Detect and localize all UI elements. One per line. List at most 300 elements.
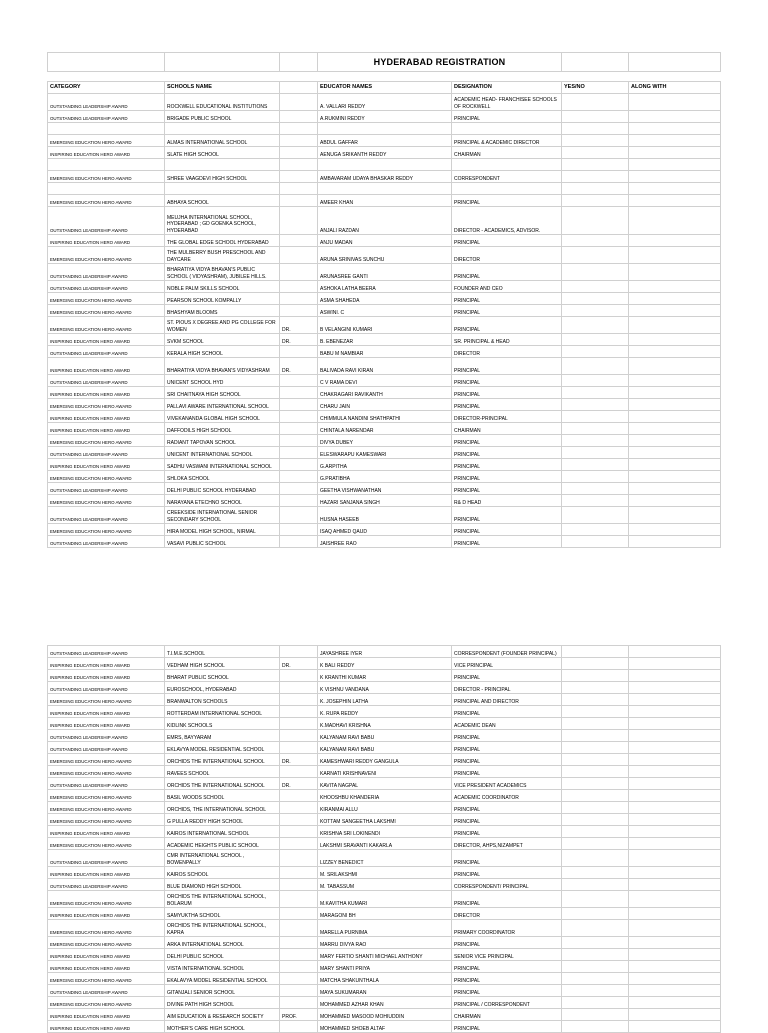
category-cell: OUTSTANDING LEADERSHIP AWARD xyxy=(48,985,165,997)
category-cell: INSPIRING EDUCATION HERO AWARD xyxy=(48,358,165,375)
table-row xyxy=(48,495,721,507)
school-name-cell: THE MULBERRY BUSH PRESCHOOL AND DAYCARE xyxy=(165,247,280,264)
along-with-cell xyxy=(629,159,721,171)
table-row xyxy=(48,399,721,411)
yes-no-cell xyxy=(562,802,629,814)
along-with-cell xyxy=(629,346,721,358)
designation-cell: PRINCIPAL xyxy=(452,507,562,524)
title-prefix-cell xyxy=(280,159,318,171)
category-cell xyxy=(48,123,165,135)
table-row xyxy=(48,536,721,548)
header-educator-names: EDUCATOR NAMES xyxy=(318,82,452,94)
along-with-cell xyxy=(629,195,721,207)
yes-no-cell xyxy=(562,961,629,973)
school-name-cell: HIRA MODEL HIGH SCHOOL, NIRMAL xyxy=(165,524,280,536)
along-with-cell xyxy=(629,961,721,973)
table-row xyxy=(48,435,721,447)
school-name-cell: PALLAVI AWARE INTERNATIONAL SCHOOL xyxy=(165,399,280,411)
table-row xyxy=(48,471,721,483)
title-prefix-cell xyxy=(280,495,318,507)
along-with-cell xyxy=(629,334,721,346)
table-row xyxy=(48,985,721,997)
along-with-cell xyxy=(629,358,721,375)
title-prefix-cell xyxy=(280,387,318,399)
along-with-cell xyxy=(629,507,721,524)
table-row xyxy=(48,135,721,147)
yes-no-cell xyxy=(562,790,629,802)
designation-cell: PRINCIPAL & ACADEMIC DIRECTOR xyxy=(452,135,562,147)
educator-name-cell xyxy=(318,183,452,195)
category-cell: EMERGING EDUCATION HERO AWARD xyxy=(48,694,165,706)
along-with-cell xyxy=(629,471,721,483)
table-row xyxy=(48,317,721,334)
designation-cell: PRINCIPAL xyxy=(452,387,562,399)
yes-no-cell xyxy=(562,730,629,742)
designation-cell: SENIOR VICE PRINCIPAL xyxy=(452,949,562,961)
table-row xyxy=(48,961,721,973)
title-prefix-cell xyxy=(280,147,318,159)
title-prefix-cell xyxy=(280,949,318,961)
category-cell: OUTSTANDING LEADERSHIP AWARD xyxy=(48,207,165,235)
along-with-cell xyxy=(629,387,721,399)
title-prefix-cell xyxy=(280,850,318,867)
school-name-cell: DELHI PUBLIC SCHOOL xyxy=(165,949,280,961)
header-yes-no: YES/NO xyxy=(562,82,629,94)
along-with-cell xyxy=(629,1021,721,1033)
designation-cell: PRIMARY COORDINATOR xyxy=(452,920,562,937)
title-prefix-cell xyxy=(280,471,318,483)
table-row xyxy=(48,207,721,235)
educator-name-cell: KALYANAM RAVI BABU xyxy=(318,742,452,754)
educator-name-cell: K. JOSEPHIN LATHA xyxy=(318,694,452,706)
designation-cell: PRINCIPAL xyxy=(452,111,562,123)
category-cell: EMERGING EDUCATION HERO AWARD xyxy=(48,802,165,814)
header-along-with: ALONG WITH xyxy=(629,82,721,94)
school-name-cell: EKLAVYA MODEL RESIDENTIAL SCHOOL xyxy=(165,742,280,754)
title-prefix-cell xyxy=(280,536,318,548)
school-name-cell: BRANWALTON SCHOOLS xyxy=(165,694,280,706)
designation-cell: DIRECTOR - PRINCIPAL xyxy=(452,682,562,694)
school-name-cell: PEARSON SCHOOL KOMPALLY xyxy=(165,293,280,305)
school-name-cell: GITANJALI SENIOR SCHOOL xyxy=(165,985,280,997)
along-with-cell xyxy=(629,536,721,548)
yes-no-cell xyxy=(562,949,629,961)
designation-cell: CORRESPONDENT xyxy=(452,171,562,183)
yes-no-cell xyxy=(562,183,629,195)
yes-no-cell xyxy=(562,920,629,937)
school-name-cell: ALMAS INTERNATIONAL SCHOOL xyxy=(165,135,280,147)
table-row xyxy=(48,730,721,742)
educator-name-cell: KALYANAM RAVI BABU xyxy=(318,730,452,742)
along-with-cell xyxy=(629,949,721,961)
educator-name-cell: MATCHA SHAKUNTHALA xyxy=(318,973,452,985)
designation-cell: ACADEMIC DEAN xyxy=(452,718,562,730)
designation-cell: DIRECTOR xyxy=(452,247,562,264)
title-prefix-cell xyxy=(280,195,318,207)
category-cell: INSPIRING EDUCATION HERO AWARD xyxy=(48,147,165,159)
category-cell: EMERGING EDUCATION HERO AWARD xyxy=(48,920,165,937)
educator-name-cell xyxy=(318,159,452,171)
yes-no-cell xyxy=(562,766,629,778)
educator-name-cell: C V RAMA DEVI xyxy=(318,375,452,387)
table-row xyxy=(48,814,721,826)
designation-cell xyxy=(452,183,562,195)
school-name-cell: MEUJHA INTERNATIONAL SCHOOL, HYDERABAD ; GD GOENKA SCHOOL, HYDERABAD xyxy=(165,207,280,235)
category-cell: OUTSTANDING LEADERSHIP AWARD xyxy=(48,742,165,754)
along-with-cell xyxy=(629,920,721,937)
category-cell xyxy=(48,159,165,171)
category-cell: OUTSTANDING LEADERSHIP AWARD xyxy=(48,536,165,548)
yes-no-cell xyxy=(562,235,629,247)
table-row xyxy=(48,802,721,814)
educator-name-cell: HUSNA HASEEB xyxy=(318,507,452,524)
along-with-cell xyxy=(629,447,721,459)
category-cell: INSPIRING EDUCATION HERO AWARD xyxy=(48,423,165,435)
yes-no-cell xyxy=(562,1021,629,1033)
educator-name-cell: BALIVADA RAVI KIRAN xyxy=(318,358,452,375)
designation-cell: PRINCIPAL AND DIRECTOR xyxy=(452,694,562,706)
category-cell: INSPIRING EDUCATION HERO AWARD xyxy=(48,718,165,730)
designation-cell: PRINCIPAL xyxy=(452,483,562,495)
category-cell: INSPIRING EDUCATION HERO AWARD xyxy=(48,411,165,423)
category-cell: EMERGING EDUCATION HERO AWARD xyxy=(48,399,165,411)
category-cell: EMERGING EDUCATION HERO AWARD xyxy=(48,293,165,305)
table-row xyxy=(48,973,721,985)
designation-cell: R& D HEAD xyxy=(452,495,562,507)
school-name-cell: RADIANT TAPOVAN SCHOOL xyxy=(165,435,280,447)
along-with-cell xyxy=(629,997,721,1009)
school-name-cell: KERALA HIGH SCHOOL xyxy=(165,346,280,358)
yes-no-cell xyxy=(562,985,629,997)
yes-no-cell xyxy=(562,838,629,850)
header-row xyxy=(48,82,721,94)
title-prefix-cell: DR. xyxy=(280,658,318,670)
category-cell: EMERGING EDUCATION HERO AWARD xyxy=(48,317,165,334)
table-row xyxy=(48,891,721,908)
title-prefix-cell xyxy=(280,399,318,411)
title-prefix-cell: DR. xyxy=(280,334,318,346)
title-prefix-cell xyxy=(280,375,318,387)
along-with-cell xyxy=(629,171,721,183)
school-name-cell xyxy=(165,183,280,195)
along-with-cell xyxy=(629,908,721,920)
title-prefix-cell xyxy=(280,264,318,281)
yes-no-cell xyxy=(562,908,629,920)
category-cell: OUTSTANDING LEADERSHIP AWARD xyxy=(48,646,165,658)
title-prefix-cell xyxy=(280,293,318,305)
along-with-cell xyxy=(629,207,721,235)
table-row xyxy=(48,411,721,423)
educator-name-cell: HAZARI SANJANA SINGH xyxy=(318,495,452,507)
registration-table-bottom xyxy=(47,645,721,1033)
yes-no-cell xyxy=(562,111,629,123)
title-prefix-cell xyxy=(280,435,318,447)
table-row xyxy=(48,264,721,281)
along-with-cell xyxy=(629,850,721,867)
school-name-cell: ORCHIDS THE INTERNATIONAL SCHOOL, BOLARUM xyxy=(165,891,280,908)
title-prefix-cell: DR. xyxy=(280,358,318,375)
school-name-cell xyxy=(165,159,280,171)
yes-no-cell xyxy=(562,670,629,682)
category-cell: EMERGING EDUCATION HERO AWARD xyxy=(48,766,165,778)
educator-name-cell: ASHOKA LATHA BEERA xyxy=(318,281,452,293)
educator-name-cell: CHINTALA NARENDAR xyxy=(318,423,452,435)
table-row xyxy=(48,920,721,937)
school-name-cell: MOTHER'S CARE HIGH SCHOOL xyxy=(165,1021,280,1033)
header-blank xyxy=(280,82,318,94)
title-prefix-cell xyxy=(280,706,318,718)
school-name-cell: CMR INTERNATIONAL SCHOOL , BOWENPALLY xyxy=(165,850,280,867)
table-row xyxy=(48,247,721,264)
along-with-cell xyxy=(629,802,721,814)
title-prefix-cell xyxy=(280,814,318,826)
category-cell: EMERGING EDUCATION HERO AWARD xyxy=(48,838,165,850)
school-name-cell: T.I.M.E.SCHOOL xyxy=(165,646,280,658)
category-cell: INSPIRING EDUCATION HERO AWARD xyxy=(48,706,165,718)
school-name-cell: SHLOKA SCHOOL xyxy=(165,471,280,483)
along-with-cell xyxy=(629,94,721,111)
category-cell: EMERGING EDUCATION HERO AWARD xyxy=(48,495,165,507)
table-row xyxy=(48,375,721,387)
title-prefix-cell xyxy=(280,790,318,802)
along-with-cell xyxy=(629,742,721,754)
table-row xyxy=(48,850,721,867)
along-with-cell xyxy=(629,891,721,908)
category-cell: INSPIRING EDUCATION HERO AWARD xyxy=(48,961,165,973)
category-cell: OUTSTANDING LEADERSHIP AWARD xyxy=(48,111,165,123)
educator-name-cell: DIVYA DUBEY xyxy=(318,435,452,447)
educator-name-cell: CHIMMULA NANDINI SHATHPATHI xyxy=(318,411,452,423)
school-name-cell: DAFFODILS HIGH SCHOOL xyxy=(165,423,280,435)
educator-name-cell: K VISHNU VANDANA xyxy=(318,682,452,694)
table-row xyxy=(48,111,721,123)
designation-cell: PRINCIPAL xyxy=(452,961,562,973)
yes-no-cell xyxy=(562,1009,629,1021)
educator-name-cell: B. EBENEZAR xyxy=(318,334,452,346)
school-name-cell: THE GLOBAL EDGE SCHOOL HYDERABAD xyxy=(165,235,280,247)
title-prefix-cell xyxy=(280,646,318,658)
along-with-cell xyxy=(629,399,721,411)
school-name-cell: SAMYUKTHA SCHOOL xyxy=(165,908,280,920)
along-with-cell xyxy=(629,754,721,766)
school-name-cell: KAIROS INTERNATIONAL SCHOOL xyxy=(165,826,280,838)
educator-name-cell xyxy=(318,123,452,135)
category-cell: OUTSTANDING LEADERSHIP AWARD xyxy=(48,850,165,867)
title-prefix-cell xyxy=(280,718,318,730)
yes-no-cell xyxy=(562,334,629,346)
yes-no-cell xyxy=(562,706,629,718)
school-name-cell: SADHU VASWANI INTERNATIONAL SCHOOL xyxy=(165,459,280,471)
table-row xyxy=(48,908,721,920)
along-with-cell xyxy=(629,111,721,123)
yes-no-cell xyxy=(562,317,629,334)
school-name-cell: ORCHIDS, THE INTERNATIONAL SCHOOL xyxy=(165,802,280,814)
category-cell: EMERGING EDUCATION HERO AWARD xyxy=(48,937,165,949)
table-row xyxy=(48,447,721,459)
designation-cell: CHAIRMAN xyxy=(452,423,562,435)
title-prefix-cell xyxy=(280,766,318,778)
title-prefix-cell xyxy=(280,411,318,423)
designation-cell: PRINCIPAL xyxy=(452,973,562,985)
category-cell xyxy=(48,183,165,195)
along-with-cell xyxy=(629,730,721,742)
educator-name-cell: K. RUPA REDDY xyxy=(318,706,452,718)
title-prefix-cell xyxy=(280,997,318,1009)
yes-no-cell xyxy=(562,658,629,670)
title-prefix-cell xyxy=(280,483,318,495)
table-row xyxy=(48,147,721,159)
yes-no-cell xyxy=(562,754,629,766)
title-prefix-cell xyxy=(280,423,318,435)
title-prefix-cell xyxy=(280,730,318,742)
educator-name-cell: KRISHNA SRI LOKINENDI xyxy=(318,826,452,838)
educator-name-cell: MOHAMMED SHOEB ALTAF xyxy=(318,1021,452,1033)
designation-cell: VICE PRESIDENT ACADEMICS xyxy=(452,778,562,790)
table-row xyxy=(48,826,721,838)
table-row xyxy=(48,171,721,183)
educator-name-cell: A.RUKMINI REDDY xyxy=(318,111,452,123)
title-prefix-cell xyxy=(280,346,318,358)
educator-name-cell: A. VALLARI REDDY xyxy=(318,94,452,111)
category-cell: OUTSTANDING LEADERSHIP AWARD xyxy=(48,879,165,891)
designation-cell: SR. PRINCIPAL & HEAD xyxy=(452,334,562,346)
school-name-cell: BLUE DIAMOND HIGH SCHOOL xyxy=(165,879,280,891)
designation-cell: PRINCIPAL xyxy=(452,730,562,742)
school-name-cell: VIVEKANANDA GLOBAL HIGH SCHOOL xyxy=(165,411,280,423)
school-name-cell: BASIL WOODS SCHOOL xyxy=(165,790,280,802)
educator-name-cell: M. SRILAKSHMI xyxy=(318,867,452,879)
designation-cell: PRINCIPAL xyxy=(452,375,562,387)
table-row xyxy=(48,183,721,195)
designation-cell: FOUNDER AND CEO xyxy=(452,281,562,293)
title-prefix-cell xyxy=(280,802,318,814)
school-name-cell: ORCHIDS THE INTERNATIONAL SCHOOL, KAPRA xyxy=(165,920,280,937)
school-name-cell: SLATE HIGH SCHOOL xyxy=(165,147,280,159)
educator-name-cell: KOTTAM SANGEETHA LAKSHMI xyxy=(318,814,452,826)
along-with-cell xyxy=(629,281,721,293)
header-designation: DESIGNATION xyxy=(452,82,562,94)
category-cell: EMERGING EDUCATION HERO AWARD xyxy=(48,195,165,207)
designation-cell: PRINCIPAL xyxy=(452,235,562,247)
designation-cell: CHAIRMAN xyxy=(452,147,562,159)
category-cell: EMERGING EDUCATION HERO AWARD xyxy=(48,891,165,908)
educator-name-cell: ARUNASREE GANTI xyxy=(318,264,452,281)
designation-cell: PRINCIPAL xyxy=(452,524,562,536)
designation-cell: PRINCIPAL xyxy=(452,471,562,483)
educator-name-cell: ANJU MADAN xyxy=(318,235,452,247)
table-row xyxy=(48,718,721,730)
designation-cell: CHAIRMAN xyxy=(452,1009,562,1021)
designation-cell: PRINCIPAL xyxy=(452,195,562,207)
category-cell: INSPIRING EDUCATION HERO AWARD xyxy=(48,670,165,682)
designation-cell: PRINCIPAL xyxy=(452,706,562,718)
designation-cell: DIRECTOR, AHPS,NIZAMPET xyxy=(452,838,562,850)
yes-no-cell xyxy=(562,937,629,949)
along-with-cell xyxy=(629,317,721,334)
yes-no-cell xyxy=(562,694,629,706)
table-row xyxy=(48,483,721,495)
school-name-cell: ACADEMIC HEIGHTS PUBLIC SCHOOL xyxy=(165,838,280,850)
designation-cell: PRINCIPAL xyxy=(452,742,562,754)
category-cell: EMERGING EDUCATION HERO AWARD xyxy=(48,754,165,766)
school-name-cell xyxy=(165,123,280,135)
school-name-cell: EUROSCHOOL, HYDERABAD xyxy=(165,682,280,694)
educator-name-cell: ISAQ AHMED QAUD xyxy=(318,524,452,536)
registration-table-top xyxy=(47,52,721,548)
educator-name-cell: ASWINI. C xyxy=(318,305,452,317)
category-cell: EMERGING EDUCATION HERO AWARD xyxy=(48,171,165,183)
table-row xyxy=(48,94,721,111)
along-with-cell xyxy=(629,706,721,718)
category-cell: INSPIRING EDUCATION HERO AWARD xyxy=(48,235,165,247)
along-with-cell xyxy=(629,879,721,891)
table-row xyxy=(48,293,721,305)
table-row xyxy=(48,646,721,658)
title-prefix-cell xyxy=(280,838,318,850)
category-cell: OUTSTANDING LEADERSHIP AWARD xyxy=(48,375,165,387)
yes-no-cell xyxy=(562,867,629,879)
school-name-cell: NOBLE PALM SKILLS SCHOOL xyxy=(165,281,280,293)
along-with-cell xyxy=(629,375,721,387)
yes-no-cell xyxy=(562,399,629,411)
yes-no-cell xyxy=(562,195,629,207)
educator-name-cell: MARRU DIVYA RAO xyxy=(318,937,452,949)
category-cell: EMERGING EDUCATION HERO AWARD xyxy=(48,471,165,483)
title-prefix-cell xyxy=(280,235,318,247)
yes-no-cell xyxy=(562,536,629,548)
title-prefix-cell xyxy=(280,694,318,706)
yes-no-cell xyxy=(562,524,629,536)
yes-no-cell xyxy=(562,447,629,459)
yes-no-cell xyxy=(562,435,629,447)
table-row xyxy=(48,754,721,766)
category-cell: OUTSTANDING LEADERSHIP AWARD xyxy=(48,264,165,281)
table-row xyxy=(48,997,721,1009)
designation-cell xyxy=(452,123,562,135)
table-row xyxy=(48,159,721,171)
table-row xyxy=(48,879,721,891)
educator-name-cell: KAMESHWARI REDDY GANGULA xyxy=(318,754,452,766)
category-cell: INSPIRING EDUCATION HERO AWARD xyxy=(48,1021,165,1033)
table-row xyxy=(48,1021,721,1033)
category-cell: EMERGING EDUCATION HERO AWARD xyxy=(48,997,165,1009)
designation-cell: PRINCIPAL xyxy=(452,317,562,334)
yes-no-cell xyxy=(562,459,629,471)
designation-cell: PRINCIPAL xyxy=(452,937,562,949)
yes-no-cell xyxy=(562,814,629,826)
designation-cell: PRINCIPAL xyxy=(452,293,562,305)
educator-name-cell: MOHAMMED AZHAR KHAN xyxy=(318,997,452,1009)
table-row xyxy=(48,123,721,135)
along-with-cell xyxy=(629,495,721,507)
page-title: HYDERABAD REGISTRATION xyxy=(318,53,562,72)
designation-cell: PRINCIPAL xyxy=(452,891,562,908)
table-row xyxy=(48,658,721,670)
along-with-cell xyxy=(629,435,721,447)
designation-cell: DIRECTOR xyxy=(452,346,562,358)
category-cell: INSPIRING EDUCATION HERO AWARD xyxy=(48,826,165,838)
designation-cell: PRINCIPAL xyxy=(452,447,562,459)
title-prefix-cell xyxy=(280,937,318,949)
category-cell: EMERGING EDUCATION HERO AWARD xyxy=(48,247,165,264)
table-row xyxy=(48,281,721,293)
title-row xyxy=(48,53,721,72)
along-with-cell xyxy=(629,524,721,536)
yes-no-cell xyxy=(562,850,629,867)
along-with-cell xyxy=(629,646,721,658)
educator-name-cell: K BALI REDDY xyxy=(318,658,452,670)
educator-name-cell: CHAKRAGARI RAVIKANTH xyxy=(318,387,452,399)
